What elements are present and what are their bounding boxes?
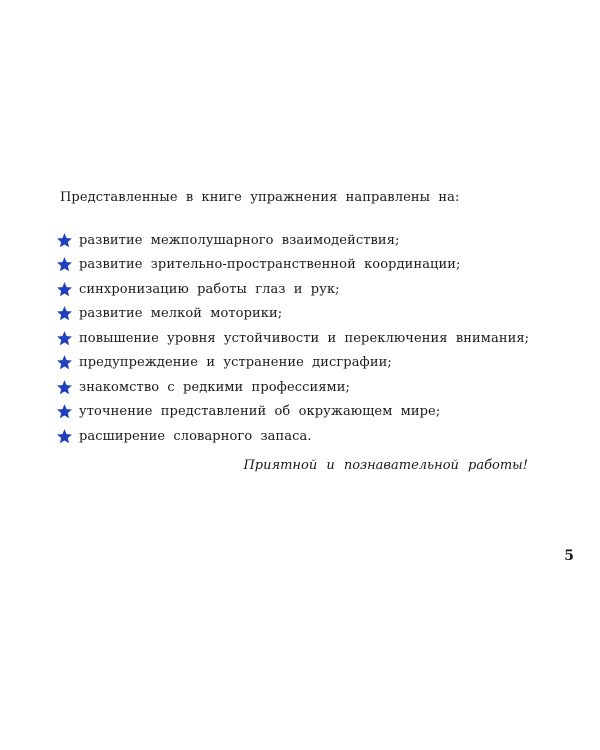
- goals-list: [56, 228, 529, 449]
- list-item-text: предупреждение и устранение дисграфии;: [79, 355, 392, 371]
- intro-text: Представленные в книге упражнения направлены на:: [60, 190, 460, 205]
- star-icon: [56, 281, 73, 298]
- list-item-text: развитие мелкой моторики;: [79, 306, 283, 322]
- star-icon: [56, 232, 73, 249]
- list-item-text: синхронизацию работы глаз и рук;: [79, 281, 340, 297]
- list-item: [56, 326, 529, 351]
- star-icon: [56, 379, 73, 396]
- list-item: [56, 277, 529, 302]
- list-item: [56, 400, 529, 425]
- star-icon: [56, 428, 73, 445]
- star-icon: [56, 305, 73, 322]
- star-icon: [56, 403, 73, 420]
- list-item-text: расширение словарного запаса.: [79, 428, 312, 444]
- list-item-text: знакомство с редкими профессиями;: [79, 379, 351, 395]
- closing-text: Приятной и познавательной работы!: [243, 458, 528, 473]
- star-icon: [56, 354, 73, 371]
- list-item-text: развитие зрительно-пространственной координации;: [79, 257, 461, 273]
- page-number: 5: [564, 548, 574, 564]
- star-icon: [56, 256, 73, 273]
- list-item: [56, 253, 529, 278]
- list-item: [56, 375, 529, 400]
- list-item-text: повышение уровня устойчивости и переключения внимания;: [79, 330, 530, 346]
- list-item-text: уточнение представлений об окружающем мире;: [79, 404, 441, 420]
- list-item: [56, 424, 529, 449]
- list-item: [56, 302, 529, 327]
- list-item-text: развитие межполушарного взаимодействия;: [79, 232, 400, 248]
- list-item: [56, 228, 529, 253]
- list-item: [56, 351, 529, 376]
- star-icon: [56, 330, 73, 347]
